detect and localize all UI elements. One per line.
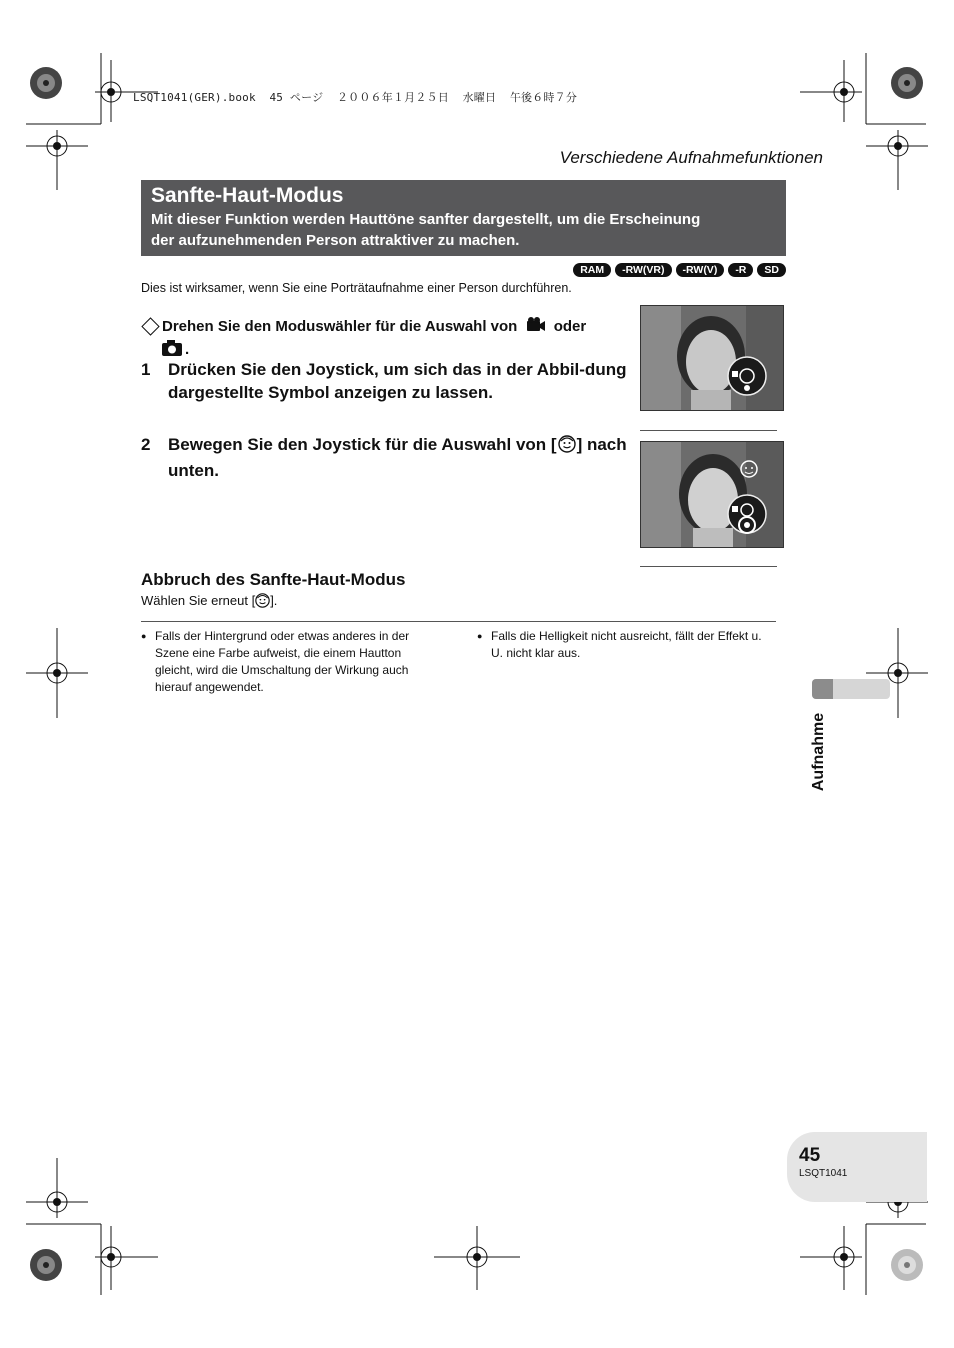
page-number-tab: [787, 1132, 927, 1202]
badge-rw-v: -RW(V): [676, 263, 725, 277]
divider-1: [640, 430, 777, 431]
badge-sd: SD: [757, 263, 786, 277]
cancel-text-before: Wählen Sie erneut [: [141, 593, 256, 608]
cancel-text: [141, 593, 277, 611]
video-camera-icon: [526, 316, 546, 338]
page-code: LSQT1041: [799, 1168, 848, 1179]
instruction-part-2: oder: [553, 317, 587, 335]
note-1: [141, 628, 426, 696]
page-title: Sanfte-Haut-Modus: [151, 184, 344, 207]
step-2-text-after: ] nach unten.: [168, 435, 627, 480]
note-2-text: Falls die Helligkeit nicht ausreicht, fällt der Effekt u. U. nicht klar aus.: [491, 629, 762, 660]
cancel-text-after: ].: [270, 593, 278, 608]
badge-rw-vr: -RW(VR): [615, 263, 671, 277]
media-badges: [573, 263, 786, 277]
badge-ram: RAM: [573, 263, 611, 277]
bullet-icon: ●: [141, 631, 147, 641]
subtitle-line-1: Mit dieser Funktion werden Hauttöne sanfter dargestellt, um die Erscheinung: [151, 211, 701, 228]
soft-skin-face-icon: [255, 593, 270, 611]
subtitle-line-2: der aufzunehmenden Person attraktiver zu machen.: [151, 232, 520, 249]
step-2-number: 2: [141, 435, 151, 454]
section-header: Verschiedene Aufnahmefunktionen: [559, 148, 823, 167]
step-1-text: Drücken Sie den Joystick, um sich das in der Abbil-dung dargestellte Symbol anzeigen zu lassen.: [168, 360, 627, 402]
divider-2: [640, 566, 777, 567]
divider-3: [141, 621, 776, 622]
portrait-photo-1: [640, 305, 784, 411]
chapter-label: Aufnahme: [810, 712, 827, 792]
mode-dial-instruction: [141, 316, 636, 362]
instruction-part-1: Drehen Sie den Moduswähler für die Auswahl von: [162, 317, 518, 335]
chapter-tab-marker: [812, 679, 833, 699]
portrait-photo-2: [640, 441, 784, 548]
bullet-icon: ●: [477, 631, 483, 641]
title-box: [141, 180, 786, 256]
badge-r: -R: [728, 263, 753, 277]
cancel-heading: Abbruch des Sanfte-Haut-Modus: [141, 570, 406, 589]
diamond-icon: [141, 317, 159, 335]
intro-text: Dies ist wirksamer, wenn Sie eine Porträtaufnahme einer Person durchführen.: [141, 281, 572, 295]
step-2-text-before: Bewegen Sie den Joystick für die Auswahl von [: [168, 435, 557, 454]
page-number: 45: [799, 1145, 821, 1166]
file-header: LSQT1041(GER).book 45 ページ ２００６年１月２５日 水曜日 午後６時７分: [133, 91, 578, 104]
note-2: [477, 628, 762, 662]
step-1-number: 1: [141, 360, 151, 379]
soft-skin-face-icon: [558, 435, 576, 459]
instruction-part-3: .: [185, 340, 190, 358]
step-1: [141, 358, 631, 404]
step-2: [141, 433, 631, 482]
note-1-text: Falls der Hintergrund oder etwas anderes in der Szene eine Farbe aufweist, die einem Hautton gleicht, wird die Umschaltung der Wirkung auch hierauf angewendet.: [155, 629, 410, 694]
